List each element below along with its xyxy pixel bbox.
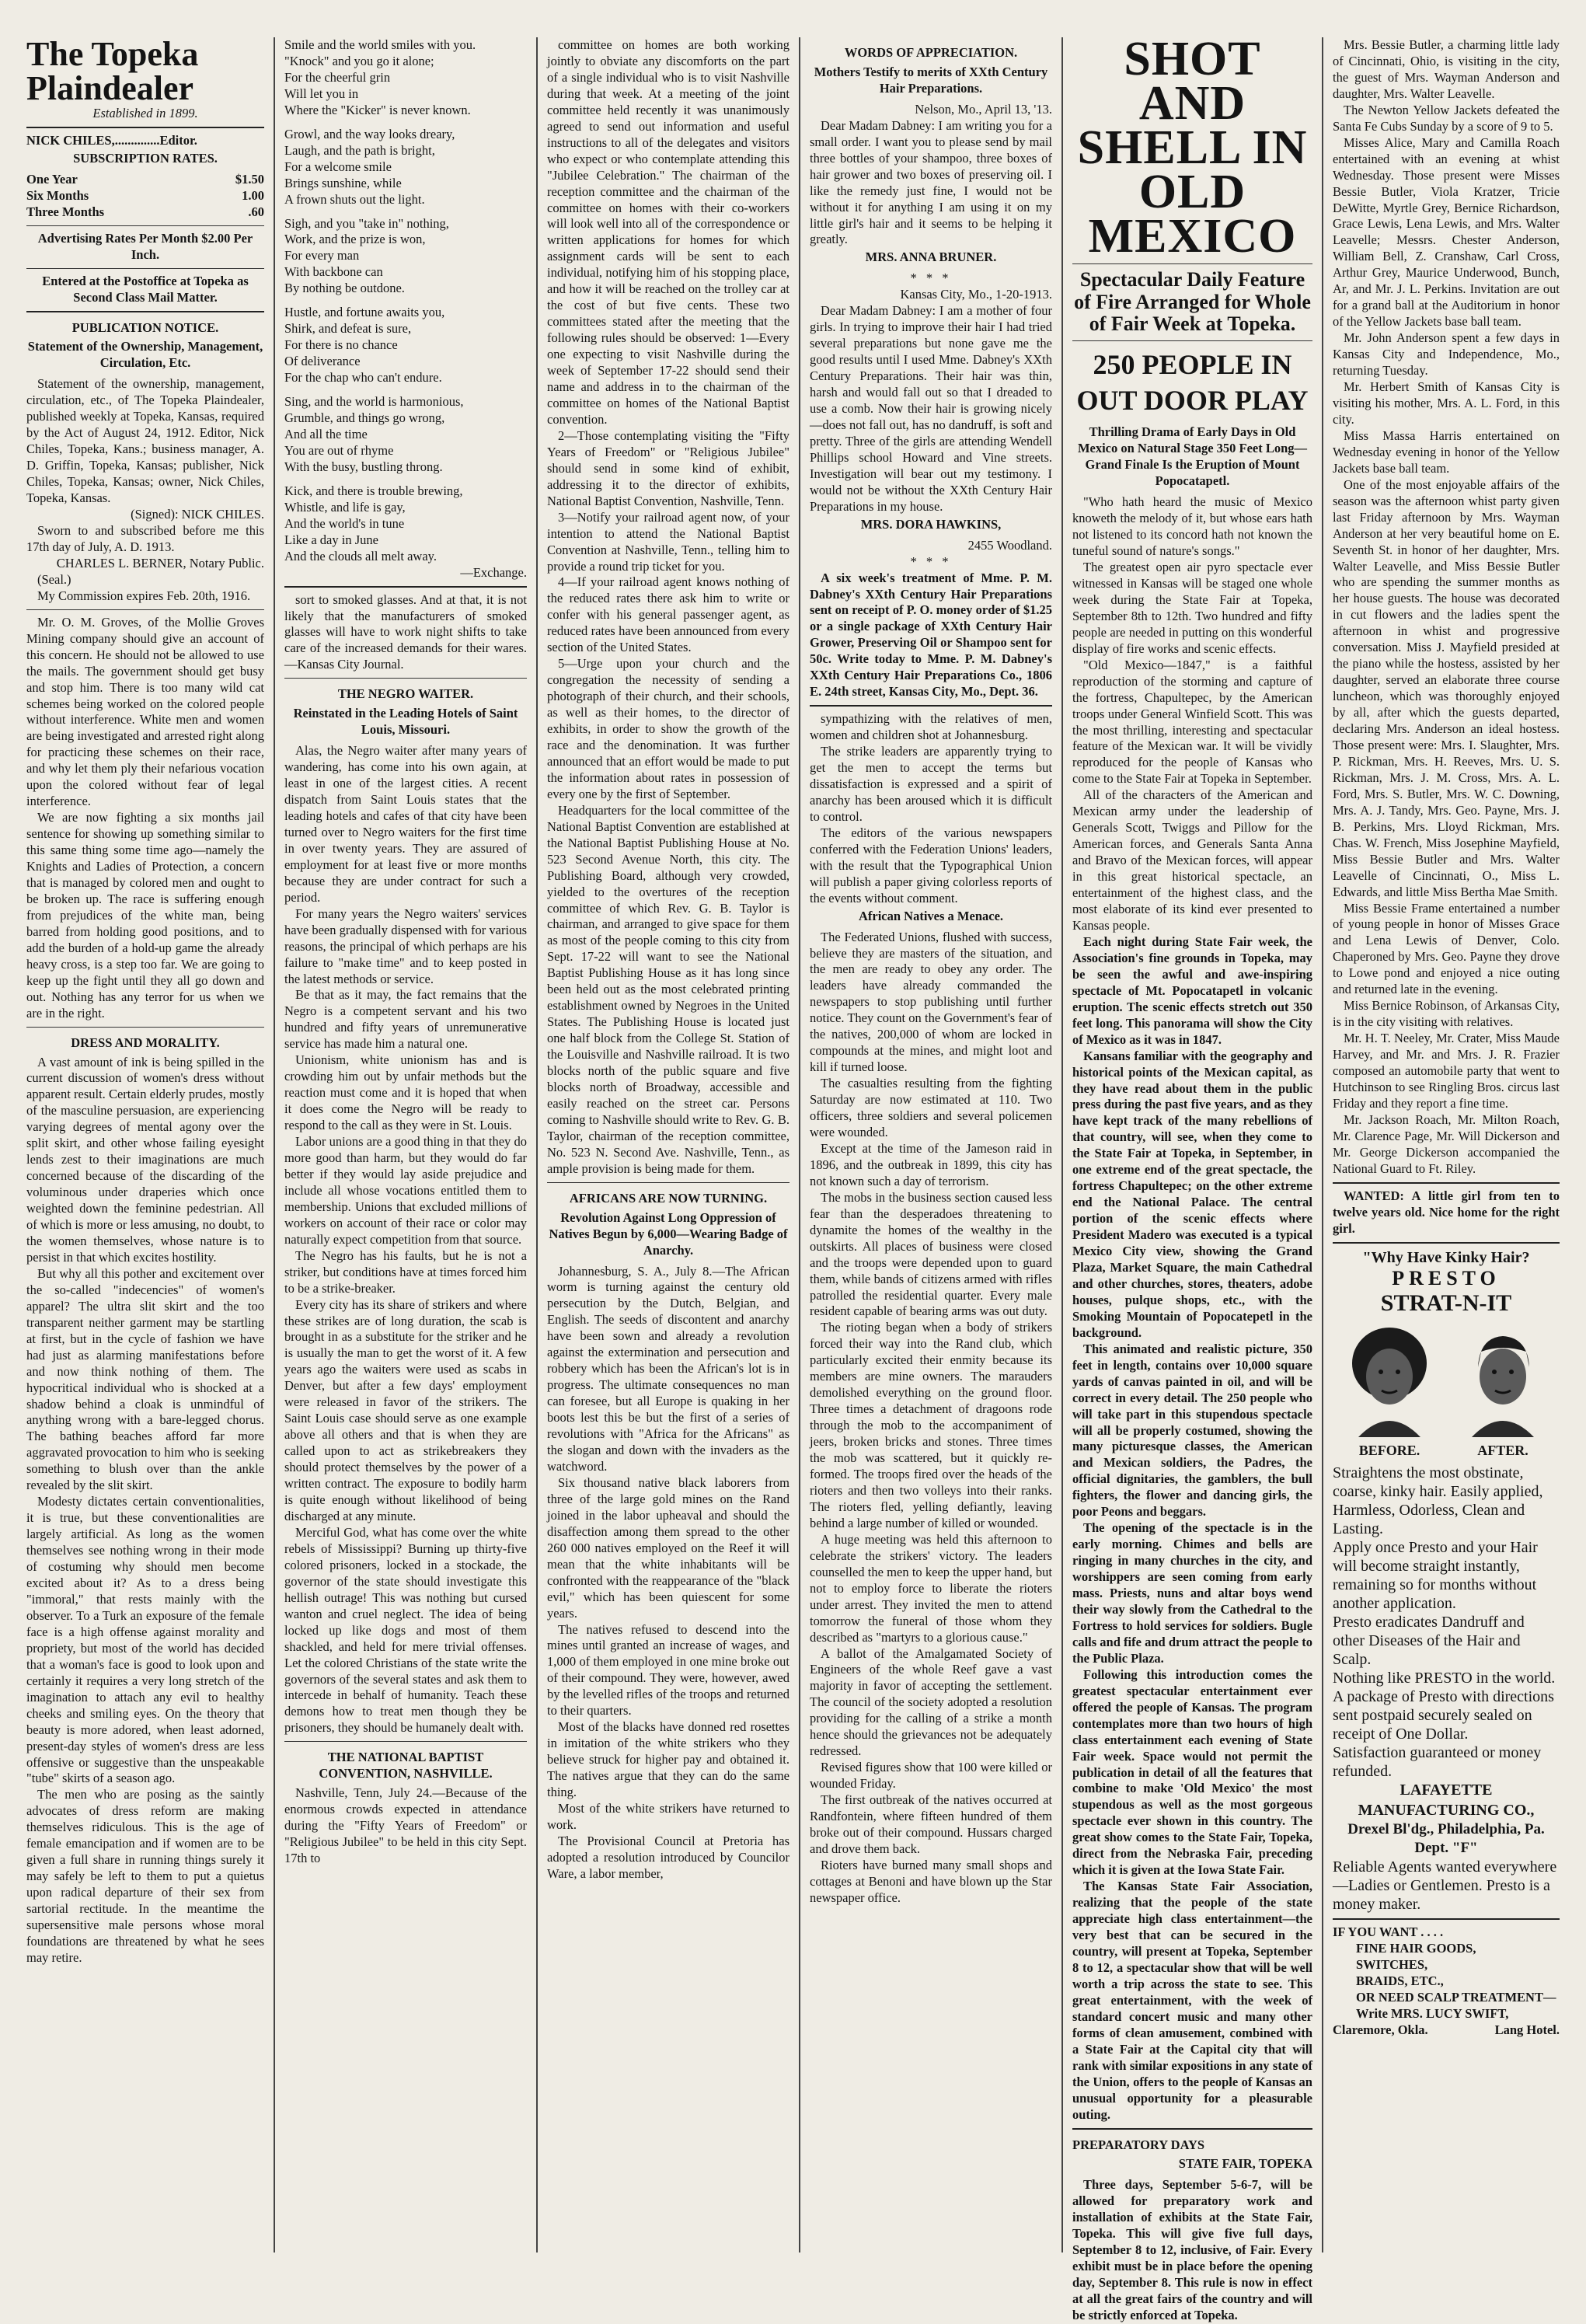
social-item: Mr. Jackson Roach, Mr. Milton Roach, Mr. Clarence Page, Mr. Will Dickerson and Mr. George Dickerson accompanied the National Guard to Ft. Riley.	[1333, 1111, 1560, 1176]
divider	[547, 1182, 790, 1183]
article-paragraph: For many years the Negro waiters' services have been gradually dispensed with for various reasons, the principal of which perhaps are his failure to "make time" and to keep posted in the latest methods or service.	[284, 906, 527, 986]
subscription-title: SUBSCRIPTION RATES.	[73, 150, 218, 166]
poem-line: Where the "Kicker" is never known.	[284, 102, 471, 117]
ad-paragraph: Presto eradicates Dandruff and other Diseases of the Hair and Scalp.	[1333, 1614, 1525, 1669]
rate-row: Six Months 1.00	[26, 187, 264, 203]
article-paragraph: Dear Madam Dabney: I am writing you for a small order. I want you to please send by mail three bottles of your shampoo, three boxes of hair grower and two boxes of preserving oil. I like the remedy just fine, I would not be without it for anything I am using it on my little girl's hair and it seems to be helping it greatly.	[810, 117, 1052, 247]
poem-line: For there is no chance	[284, 337, 398, 353]
article-paragraph: The greatest open air pyro spectacle ever witnessed in Kansas will be staged one whole week during the State Fair at Topeka, September 8th to 12th. Two hundred and fifty people are needed in putting on this wonderful display of fire works and scenic effects.	[1072, 560, 1312, 656]
social-item: Mrs. Bessie Butler, a charming little lady of Cincinnati, Ohio, is visiting in the city, the guest of Mrs. Wayman Anderson and daughter, Mrs. Walter Leavelle.	[1333, 37, 1560, 101]
article-paragraph: The Federated Unions, flushed with success, believe they are masters of the situation, and the men are ready to obey any order. The leaders have already commanded the newspapers to stop publishing until further notice. They count on the Government's fear of the natives, 200,000 of whom are locked in compounds at the mines, and might loot and kill if turned loose.	[810, 929, 1052, 1075]
social-item: The Newton Yellow Jackets defeated the Santa Fe Cubs Sunday by a score of 9 to 5.	[1333, 102, 1560, 134]
poem-line: Brings sunshine, while	[284, 175, 402, 190]
article-paragraph: A ballot of the Amalgamated Society of Engineers of the whole Reef gave a vast majority in favor of accepting the settlement. The council of the society adopted a resolution providing for the calling of a strike a month hence should the grievances not be adequately redressed.	[810, 1645, 1052, 1759]
divider	[1333, 1918, 1560, 1920]
hair-goods-line: IF YOU WANT . . . .	[1333, 1924, 1444, 1940]
article-paragraph: The strike leaders are apparently trying to get the men to accept the terms but dissatisfaction is expressed and a spirit of anarchy has been aroused which it is difficult to control.	[810, 744, 1052, 824]
article-paragraph: Headquarters for the local committee of the National Baptist Convention are established at the National Baptist Publishing House at No. 523 Second Avenue North, this city. The Publishing Board, although very crowded, yielded to the overtures of the reception committee of which Rev. G. B. Taylor is chairman, and arranged to give space for them as most of the people coming to this city from Sept. 17-22 will want to see the National Baptist Publishing House as it has long since been held out as the most celebrated printing establishment owned by Negroes in the United States. The Publishing House is located just one half block from the College St. Station of the Louisville and Nashville railroad. It is two blocks north of the public square and five blocks north of Broadway, accessible and easily reached on the street car. Persons coming to Nashville should write to Rev. G. B. Taylor, chairman of the reception committee, No. 523 N. Second Ave. Nashville, Tenn., as ample provision is being made for them.	[547, 802, 790, 1176]
columns	[17, 33, 1569, 2323]
poem-line: Growl, and the way looks dreary,	[284, 126, 455, 141]
column-5	[1061, 33, 1322, 2323]
dateline: Kansas City, Mo., 1-20-1913.	[900, 287, 1052, 302]
poem-line	[284, 297, 527, 305]
poem-line: Kick, and there is trouble brewing,	[284, 483, 463, 498]
article-paragraph: Merciful God, what has come over the white rebels of Mississippi? Burning up thirty-five colored prisoners, locked in a stockade, the governor of the state should investigate this hellish outrage! This was nothing but cursed wanton and cruel neglect. The idea of being locked up like dogs and most of them shackled, and held for mere trivial offenses. Let the colored Christians of the state write the governors of the several states and ask them to intercede in behalf of humanity. Teach these demons how to treat men though they be prisoners, they should be humanely dealt with.	[284, 1524, 527, 1736]
hair-goods-advertisement	[1333, 1924, 1560, 2039]
hair-goods-lines	[1333, 1924, 1560, 2022]
article-paragraph: The natives refused to descend into the mines until granted an increase of wages, and 1,000 of them employed in one mine broke out of their compound. They were, however, awed by the levelled rifles of the troops and returned to their quarters.	[547, 1621, 790, 1719]
poem-line: Work, and the prize is won,	[284, 232, 426, 247]
article-paragraph: Labor unions are a good thing in that they do more good than harm, but they would do far better if they would lay aside prejudice and include all whose vocations entitled them to membership. Unions that excluded millions of workers on account of their race or color may naturally expect competition from that source.	[284, 1134, 527, 1247]
article-paragraph: Mr. O. M. Groves, of the Mollie Groves Mining company should give an account of this concern. He should not be allowed to use the mails. The government should get busy and stop him. There is too many wild cat schemes being worked on the colored people without interference. White men and women are being investigated and arrested right along for practicing these schemes on their race, and why let them ply their nefarious vocation upon the colored without fear of legal interference.	[26, 614, 264, 809]
poem-line: You are out of rhyme	[284, 442, 394, 458]
hair-goods-line: Write MRS. LUCY SWIFT,	[1356, 2006, 1509, 2022]
article-paragraph: Revised figures show that 100 were killed or wounded Friday.	[810, 1760, 1052, 1792]
article-paragraph: "Old Mexico—1847," is a faithful reproduction of the storming and capture of the fortress, Chapultepec, by the American troops under General Winfield Scott. This was the most thrilling, interesting and spectacular feature of the Mexican war. It will be vividly reproduced for the people of Kansas who come to the State Fair at Topeka in September.	[1072, 657, 1312, 787]
poem-line: Shirk, and defeat is sure,	[284, 321, 412, 337]
headline-shot-and-shell: SHOT AND SHELL IN OLD MEXICO	[1077, 33, 1308, 263]
wanted-ad: WANTED: A little girl from ten to twelve years old. Nice home for the right girl.	[1333, 1188, 1560, 1236]
headline-deck: Spectacular Daily Feature of Fire Arranged for Whole of Fair Week at Topeka.	[1074, 268, 1311, 336]
divider	[284, 678, 527, 679]
article-paragraph: A huge meeting was held this afternoon to celebrate the strikers' victory. The leaders counselled the men to keep the upper hand, but not to employ force to liberate the rioters under arrest. They invited the men to attend tomorrow the funeral of those whom they described as "martyrs to a glorious cause."	[810, 1531, 1052, 1645]
column-2	[274, 37, 536, 2252]
article-paragraph: 5—Urge upon your church and the congregation the necessity of sending a photograph of their church, and their schools, as well as their homes, to the director of exhibits, in order to show the growth of the race and the denomination. It was further announced that an effort would be made to put the information about rates in possession of every one by the first of September.	[547, 656, 790, 801]
after-figure	[1456, 1321, 1549, 1460]
divider	[26, 1027, 264, 1028]
divider	[26, 609, 264, 610]
ad-company: LAFAYETTE MANUFACTURING CO.,	[1358, 1781, 1535, 1819]
divider	[26, 127, 264, 128]
testimonial-address: 2455 Woodland.	[967, 537, 1052, 553]
poem-line	[284, 386, 527, 394]
social-item: Miss Bessie Frame entertained a number of young people in honor of Misses Grace and Lena Lewis of Denver, Colo. Chaperoned by Mrs. Geo. Payne they drove to Lowe pond and enjoyed a nice outing and returned late in the evening.	[1333, 900, 1560, 997]
article-paragraph: Be that as it may, the fact remains that the Negro is a competent servant and his two hundred and fifty years of unremunerative service has made him a natural one.	[284, 987, 527, 1052]
hair-goods-line: SWITCHES,	[1356, 1957, 1428, 1973]
article-paragraph: sort to smoked glasses. And at that, it is not likely that the manufacturers of smoked glasses will have to work night shifts to take care of the increased demands for their wares.—Kansas City Journal.	[284, 591, 527, 672]
poem-line: And the clouds all melt away.	[284, 548, 437, 564]
article-paragraph: sympathizing with the relatives of men, women and children shot at Johannesburg.	[810, 711, 1052, 743]
divider	[26, 311, 264, 312]
headline-publication-notice: PUBLICATION NOTICE.	[71, 319, 219, 335]
headline-deck-250-people: 250 PEOPLE IN OUT DOOR PLAY	[1076, 348, 1309, 416]
poem-line: Of deliverance	[284, 354, 361, 369]
article-paragraph: committee on homes are both working jointly to obviate any discomforts on the part of a single individual who is to visit Nashville during that week. At a meeting of the joint committee held recently it was unanimously agreed to send out information and useful instructions to all of the delegates and visitors who expect or who contemplate attending this "Jubilee Celebration." The chairman of the reception committee and the chairman of the committee on homes with their co-workers will look well into all of the correspondence or written applications for homes for which assignment cards will be sent to each individual, notifying him of his stopping place, and how it will be reached on the trolley car at the cost of but five cents. These two committees stated after the meeting that the following rules should be observed: 1—Every one expecting to visit Nashville during the week of September 17-22 should send their name and address in to the chairman of the committee on homes of the National Baptist convention.	[547, 37, 790, 427]
poem-line: Like a day in June	[284, 532, 378, 547]
social-item: Mr. H. T. Neeley, Mr. Crater, Miss Maude Harvey, and Mr. and Mrs. J. R. Frazier composed an automobile party that went to Hutchinson to see Ringling Bros. circus last Friday and they report a fine time.	[1333, 1031, 1560, 1111]
subhead: STATE FAIR, TOPEKA	[1178, 2156, 1312, 2172]
advertising-rates: Advertising Rates Per Month $2.00 Per Inch.	[37, 230, 253, 262]
divider	[1072, 2128, 1312, 2130]
column-3	[536, 37, 799, 2252]
poem-line: With backbone can	[284, 264, 383, 280]
article-paragraph: Kansans familiar with the geography and historical points of the Mexican capital, as they have read about them in the public press during the past five years, and as they have kept track of the many rebellions of that country, will see, when they come to the State Fair at Topeka, in September, in one extreme end of the great spectacle, the fortress Chapultepec; on the other extreme end the National Palace. The central portion of the scenic effects where President Madero was executed is a typical Mexico City view, showing the Grand Plaza, Market Square, the main Cathedral and other churches, stores, theaters, adobe houses, pulque shops, etc., with the Smoking Mountain of Popocatepetl in the background.	[1072, 1048, 1312, 1340]
poem-line	[284, 208, 527, 216]
divider	[1333, 1242, 1560, 1244]
article-paragraph: 2—Those contemplating visiting the "Fifty Years of Freedom" or "Religious Jubilee" should send in some kind of exhibit, addressing it to the director of exhibits, National Baptist Convention, Nashville, Tenn.	[547, 427, 790, 508]
article-paragraph: Six thousand native black laborers from three of the large gold mines on the Rand joined in the labor upheaval and should the disaffection among them spread to the other 260 000 natives employed on the Reef it will mean that the white inhabitants will be confronted with the reappearance of the "black evil," which has been quiescent for some years.	[547, 1474, 790, 1621]
article-paragraph: The Provisional Council at Pretoria has adopted a resolution introduced by Councilor Ware, a labor member,	[547, 1833, 790, 1881]
hair-goods-line: FINE HAIR GOODS,	[1356, 1941, 1476, 1956]
seal-label: (Seal.)	[37, 571, 71, 587]
subhead: Thrilling Drama of Early Days in Old Mexico on Natural Stage 350 Feet Long—Grand Finale Is the Eruption of Mount Popocatapetl.	[1077, 424, 1308, 489]
article-paragraph: The first outbreak of the natives occurred at Randfontein, where fifteen hundred of them broke out of their compound. Hussars charged and drove them back.	[810, 1792, 1052, 1856]
headline-appreciation: WORDS OF APPRECIATION.	[844, 45, 1018, 60]
article-paragraph: Statement of the ownership, management, circulation, etc., of The Topeka Plaindealer, published weekly at Topeka, Kansas, required by the Act of August 24, 1912. Editor, Nick Chiles, Topeka, Kans.; business manager, A. D. Griffin, Topeka, Kansas; publisher, Nick Chiles, Topeka, Kansas; owner, Nick Chiles, Topeka, Kansas.	[26, 376, 264, 506]
article-paragraph: Most of the white strikers have returned to work.	[547, 1800, 790, 1832]
poem-line: With the busy, bustling throng.	[284, 459, 443, 474]
testimonial-signature: MRS. DORA HAWKINS,	[860, 516, 1002, 532]
poem-line: Sing, and the world is harmonious,	[284, 394, 464, 410]
entered-notice: Entered at the Postoffice at Topeka as Second Class Mail Matter.	[42, 273, 249, 305]
presto-advertisement	[1333, 1248, 1560, 1914]
headline-baptist-convention: THE NATIONAL BAPTIST CONVENTION, NASHVILLE.	[319, 1750, 493, 1781]
article-paragraph: The Negro has his faults, but he is not a striker, but conditions have at times forced him to be a strike-breaker.	[284, 1247, 527, 1296]
poem-credit: —Exchange.	[460, 564, 527, 580]
before-figure	[1343, 1321, 1436, 1460]
divider	[1072, 340, 1312, 341]
poem-line: And all the time	[284, 426, 368, 441]
poem-line: "Knock" and you go it alone;	[284, 53, 434, 68]
ad-paragraph: Apply once Presto and your Hair will become straight instantly, remaining so for months without another application.	[1333, 1539, 1538, 1613]
straight-hair-portrait-icon	[1456, 1321, 1549, 1437]
ad-paragraph: Straightens the most obstinate, coarse, kinky hair. Easily applied, Harmless, Odorless, Clean and Lasting.	[1333, 1464, 1543, 1538]
poem-line: Sigh, and you "take in" nothing,	[284, 215, 449, 231]
poem-line: For the cheerful grin	[284, 69, 391, 85]
headline-preparatory-days: PREPARATORY DAYS	[1072, 2137, 1205, 2152]
masthead-established: Established in 1899.	[92, 106, 198, 120]
separator-dots: * * *	[910, 553, 952, 569]
column-4	[799, 37, 1061, 2252]
signature: (Signed): NICK CHILES.	[131, 507, 264, 522]
article-paragraph: Every city has its share of strikers and where these strikes are of long duration, the scab is brought in as a substitute for the striker and he is usually the man to get the worst of it. A few years ago the waiters were used as scabs in Denver, but after a few days' employment were released in favor of the strikers. The Saint Louis case should serve as one example above all others and that is when they are called upon to act as strikebreakers they should protect themselves by the power of a written contract. The exposure to bodily harm is quite enough without likelihood of being discharged at any minute.	[284, 1296, 527, 1523]
subhead: Mothers Testify to merits of XXth Century Hair Preparations.	[814, 64, 1048, 96]
hair-goods-location: Claremore, Okla. Lang Hotel.	[1333, 2022, 1560, 2038]
social-item: Mr. John Anderson spent a few days in Kansas City and Independence, Mo., returning Tuesday.	[1333, 330, 1560, 379]
article-paragraph: A vast amount of ink is being spilled in the current discussion of women's dress without apparent result. Certain elderly prudes, mostly of the masculine persuasion, are experiencing varying degrees of mental agony over the split skirt, and other whose failing eyesight lends zest to their imaginations are much concerned because of the discarding of the voluminous under draperies which once weighted down the feminine pedestrian. All of which is more or less amusing, no doubt, to the women themselves, whose nature is to persist in that which excites hostility.	[26, 1054, 264, 1265]
subhead: Statement of the Ownership, Management, Circulation, Etc.	[27, 339, 263, 371]
ad-address: Drexel Bl'dg., Philadelphia, Pa. Dept. "F"	[1347, 1821, 1545, 1857]
poem-line: A frown shuts out the light.	[284, 191, 425, 207]
poem-line: Whistle, and life is gay,	[284, 499, 406, 515]
article-paragraph: The mobs in the business section caused less fear than the desperadoes threatening to dynamite the homes of the wealthy in the outskirts. All places of business were closed and the troops were depended upon to guard them, while bands of citizens armed with rifles patrolled the residential quarter. Every male resident capable of bearing arms was out duty.	[810, 1189, 1052, 1319]
article-paragraph: Nashville, Tenn, July 24.—Because of the enormous crowds expected in attendance during the "Fifty Years of Freedom" or "Religious Jubilee" to be held in this city Sept. 17th to	[284, 1785, 527, 1866]
before-after-illustration	[1333, 1321, 1560, 1460]
divider	[26, 225, 264, 226]
ad-question: "Why Have Kinky Hair?	[1362, 1248, 1530, 1266]
social-item: One of the most enjoyable affairs of the season was the afternoon whist party given last Friday afternoon by Mrs. Wayman Anderson at her very beautiful home on E. Seventh St. in honor of her daughter, Mrs. Walter Leavelle, and Miss Bessie Butler who are spending the summer months as her house guests. The house was decorated in cut flowers and the ladies spent the afternoon in whist and progressive conversation. Miss J. Mayfield presided at the piano while the hostess, assisted by her daughter, served an elaborate three course luncheon, which was thoroughly enjoyed by all, after which the guests departed, declaring Mrs. Anderson an ideal hostess. Those present were: Mrs. I. Slaughter, Mrs. P. Rickman, Mrs. H. Reeves, Mrs. U. S. Rickman, Mrs. J. M. Cross, Mrs. A. L. Ford, Mrs. S. Butler, Mrs. W. C. Downing, Mrs. A. J. Tandy, Mrs. Geo. Payne, Mrs. J. B. Perkins, Mrs. Lloyd Rickman, Mrs. Chas. W. French, Miss Josephine Mayfield, Miss Bessie Butler and Mrs. Walter Leavelle of Cincinnati, O., Miss L. Edwards, and little Miss Bertha Mae Smith.	[1333, 476, 1560, 899]
ad-paragraph: Satisfaction guaranteed or money refunded.	[1333, 1744, 1542, 1781]
rate-row: One Year $1.50	[26, 171, 264, 187]
poem-line: And the world's in tune	[284, 515, 405, 531]
subhead: Revolution Against Long Oppression of Natives Begun by 6,000—Wearing Badge of Anarchy.	[549, 1209, 788, 1258]
headline-dress-morality: DRESS AND MORALITY.	[71, 1035, 220, 1050]
kinky-hair-portrait-icon	[1343, 1321, 1436, 1437]
poem-line	[284, 476, 527, 483]
hair-goods-line: BRAIDS, ETC.,	[1356, 1973, 1444, 1989]
social-item: Mr. Herbert Smith of Kansas City is visiting his mother, Mrs. A. L. Ford, in this city.	[1333, 379, 1560, 427]
after-label: AFTER.	[1477, 1442, 1528, 1458]
article-paragraph: The Kansas State Fair Association, realizing that the people of the state appreciate high class entertainment—the very best that can be secured in the country, will present at Topeka, September 8 to 12, a spectacular show that will be well worth a trip across the state to see. This great entertainment, with the week of standard concert music and many other forms of clean amusement, combined with a State Fair at the Capital city that will rank with similar expositions in any state of the Union, offers to the people of Kansas an unusual opportunity for a pleasurable outing.	[1072, 1879, 1312, 2122]
subhead: Reinstated in the Leading Hotels of Saint Louis, Missouri.	[293, 706, 518, 738]
article-paragraph: Modesty dictates certain conventionalities, it is true, but these conventionalities are largely artificial. As long as the women themselves see nothing wrong in their mode of costuming why should men become excited about it? As to a dress being "immoral," that rests mainly with the observer. To a Turk an exposure of the female face is a high offense against morality and propriety, but most of the world has decided that a woman's face is good to look upon and certainly it requires a very long stretch of the imagination to attach any evil to healthy cheeks and smiling eyes. On the theory that beauty is more adored, when least adorned, present-day styles of women's dress are less offensive or suggestive than the unspeakable "tube" skirts of a season ago.	[26, 1494, 264, 1786]
headline-africans-turning: AFRICANS ARE NOW TURNING.	[569, 1190, 768, 1206]
article-paragraph: Unionism, white unionism has and is crowding him out by unfair methods but the reaction must come and it is hoped that when it does come the Negro will be ready to respond to the call as they were in St. Louis.	[284, 1052, 527, 1133]
separator-dots: * * *	[910, 270, 952, 286]
divider	[284, 586, 527, 588]
article-paragraph: The editors of the various newspapers conferred with the Federation Unions' leaders, with the result that the Typographical Union will publish a paper giving colorless reports of the events without comment.	[810, 825, 1052, 906]
article-paragraph: Rioters have burned many small shops and cottages at Benoni and have blown up the Star newspaper office.	[810, 1857, 1052, 1905]
poem-line: By nothing be outdone.	[284, 281, 405, 296]
article-paragraph: The men who are posing as the saintly advocates of dress reform are making themselves ridiculous. This is the age of female emancipation and if women are to be given a full share in running things surely it may safely be left to them to put a quietus upon radical departure of their sex from sartorial rectitude. In the meantime the supersensitive male persons whose moral foundations are threatened by what he sees may retire.	[26, 1787, 264, 1965]
article-paragraph: "Who hath heard the music of Mexico knoweth the melody of it, but whose ears hath not listened to its concord hath not known the tuneful sound of nature's songs."	[1072, 494, 1312, 559]
subhead: African Natives a Menace.	[858, 908, 1004, 923]
poem-line: For a welcome smile	[284, 159, 392, 174]
column-6	[1322, 37, 1569, 2252]
poem-line: For the chap who can't endure.	[284, 370, 442, 386]
ad-paragraph: Nothing like PRESTO in the world. A package of Presto with directions sent postpaid securely sealed on receipt of One Dollar.	[1333, 1670, 1556, 1743]
article-paragraph: The rioting began when a body of strikers forced their way into the Rand club, which particularly excited their enmity because its members are mine owners. The marauders demolished everything on the ground floor. Three times a detachment of dragoons rode through the mob to the accompaniment of jeers, broken bricks and stones. Three times the mob was scattered, but it quickly re-formed. The troops fired over the heads of the rioters and then two volleys into their ranks. The rioters fled, yelling defiantly, leaving behind a large number of killed or wounded.	[810, 1320, 1052, 1530]
article-paragraph: But why all this pother and excitement over the so-called "indecencies" of women's apparel? The ultra slit skirt and the too transparent neither garment may be startling at first, but in the cycle of fashion we have had just as alarming manifestations before and now think nothing of them. The hypocritical individual who is shocked at a shadow behind a cloak is unmindful of anything wrong with a bare-legged chorus. The bathing beaches afford far more aggravated provocation to him who is seeking something to blush over than the ankle revealed by the slit skirt.	[26, 1265, 264, 1493]
testimonial-signature: MRS. ANNA BRUNER.	[865, 249, 997, 265]
divider	[810, 705, 1052, 707]
article-paragraph: Johannesburg, S. A., July 8.—The African worm is turning against the century old persecution by the Dutch, Belgian, and English. The seeds of discontent and anarchy have been sown and already a revolution against the extermination and persecution and robbery which has been the African's lot is in progress. The ultimate consequences no man can foresee, but all Europe is quaking in her boots lest this be but the first of a series of revolutions with "Africa for the Africans" as the slogan and down with the invaders as the watchword.	[547, 1263, 790, 1474]
article-paragraph: Three days, September 5-6-7, will be allowed for preparatory work and installation of exhibits at the State Fair, Topeka. This will give five full days, September 8 to 12, inclusive, of Fair. Every exhibit must be in place before the opening day, September 8. This rule is now in effect at all the great fairs of the country and will be strictly enforced at Topeka.	[1072, 2177, 1312, 2323]
poem-line: For every man	[284, 248, 360, 263]
article-paragraph: The casualties resulting from the fighting Saturday are now estimated at 110. Two officers, three soldiers and several policemen were wounded.	[810, 1076, 1052, 1139]
divider	[26, 268, 264, 269]
article-paragraph: Sworn to and subscribed before me this 17th day of July, A. D. 1913.	[26, 522, 264, 554]
social-item: Misses Alice, Mary and Camilla Roach entertained with an evening at whist Wednesday. Those present were Misses Bessie Butler, Viola Kratzer, Tricie DeWitte, Myrtle Grey, Bernice Richardson, Grace Lewis, Lena Lewis, and Mrs. Walter Leavelle; Messrs. Chester Anderson, William Bell, Z. Cranshaw, Carl Cross, Arthur Grey, Maurice Underwood, Bunch, Ar, and Mr. J. L. Perkins. Invitation are out for a grand ball at the Auditorium in honor of the Yellow Jackets base ball team.	[1333, 134, 1560, 330]
poem-line: Hustle, and fortune awaits you,	[284, 305, 445, 320]
ad-brand-stratnit: STRAT-N-IT	[1380, 1289, 1512, 1316]
dateline: Nelson, Mo., April 13, '13.	[915, 101, 1052, 117]
ad-brand-presto: PRESTO	[1392, 1266, 1501, 1289]
article-paragraph: My Commission expires Feb. 20th, 1916.	[37, 588, 251, 603]
article-paragraph: The opening of the spectacle is in the early morning. Chimes and bells are ringing in many churches in the city, and worshippers are seen coming from early mass. Priests, nuns and altar boys wend their way slowly from the Cathedral to the Fortress to hold services for soldiers. Bugle calls and fife and drum attract the people to the Public Plaza.	[1072, 1520, 1312, 1666]
article-paragraph: This animated and realistic picture, 350 feet in length, contains over 10,000 square yards of canvas painted in oil, and will be correct in every detail. The 250 people who will take part in this stupendous spectacle will all be properly costumed, showing the many picturesque classes, the American and Mexican soldiers, the Padres, the official dignitaries, the gamblers, the bull fighters, the flower and dancing girls, the poor Peons and beggars.	[1072, 1341, 1312, 1520]
article-paragraph: Alas, the Negro waiter after many years of wandering, has come into his own again, at least in one of the largest cities. A recent dispatch from Saint Louis states that the leading hotels and cafes of that city have been turned over to Negro waiters for the first time in over twenty years. They are assured of employment for at least five or more months because they are under contract for such a period.	[284, 743, 527, 905]
poem-line: Will let you in	[284, 85, 359, 101]
headline-negro-waiter: THE NEGRO WAITER.	[337, 686, 474, 702]
article-paragraph: Each night during State Fair week, the Association's fine grounds in Topeka, may be seen the awful and awe-inspiring spectacle of Mt. Popocatapetl in volcanic eruption. The scenic effects stretch out 350 feet long. This panorama will show the City of Mexico as it was in 1847.	[1072, 933, 1312, 1047]
social-item: Miss Massa Harris entertained on Wednesday evening in honor of the Yellow Jackets base ball team.	[1333, 427, 1560, 476]
divider	[1072, 263, 1312, 264]
poem	[284, 37, 527, 565]
article-paragraph: Following this introduction comes the greatest spectacular entertainment ever offered the people of Kansas. The program contemplates more than two hours of high class entertainment each evening of State Fair week. Space would not permit the publication in detail of all the features that combine to make 'Old Mexico' the most stupendous as well as the most gorgeous spectacle ever shown in this country. The great show comes to the State Fair, Topeka, direct from the Nebraska Fair, preceding which it is given at the Iowa State Fair.	[1072, 1666, 1312, 1878]
signature: CHARLES L. BERNER, Notary Public.	[56, 555, 264, 571]
rate-row: Three Months .60	[26, 204, 264, 219]
before-label: BEFORE.	[1358, 1442, 1420, 1458]
poem-line	[284, 119, 527, 127]
hair-goods-line: OR NEED SCALP TREATMENT—	[1356, 1990, 1556, 2005]
poem-line: Laugh, and the path is bright,	[284, 142, 435, 158]
column-1	[17, 37, 274, 2252]
editor-line: NICK CHILES,..............Editor.	[26, 132, 197, 148]
poem-line: Grumble, and things go wrong,	[284, 410, 445, 426]
ad-paragraph: Reliable Agents wanted everywhere—Ladies or Gentlemen. Presto is a money maker.	[1333, 1858, 1557, 1914]
masthead-title: The Topeka Plaindealer	[26, 35, 199, 107]
article-paragraph: All of the characters of the American and Mexican army under the leadership of Generals Scott, Twiggs and Pillow for the American forces, and Generals Santa Anna and Bravo of the Mexican forces, will appear in this great historical spectacle, an entertainment of the highest class, and the most elaborate of its kind ever presented to Kansas people.	[1072, 787, 1312, 933]
article-paragraph: 4—If your railroad agent knows nothing of the reduced rates there ask him to write or confer with his general passenger agent, as reduced rates have been announced from every section of the United States.	[547, 574, 790, 655]
article-paragraph: A six week's treatment of Mme. P. M. Dabney's XXth Century Hair Preparations sent on receipt of P. O. money order of $1.25 or a single package of XXth Century Hair Grower, Preserving Oil or Shampoo sent for 50c. Write today to Mme. P. M. Dabney's XXth Century Hair Preparations Co., 1806 E. 24th street, Kansas City, Mo., Dept. 36.	[810, 570, 1052, 700]
divider	[284, 1741, 527, 1742]
article-paragraph: 3—Notify your railroad agent now, of your intention to attend the National Baptist Convention at Nashville, Tenn., telling him to provide a round trip ticket for you.	[547, 509, 790, 574]
article-paragraph: Most of the blacks have donned red rosettes in imitation of the white strikers who they believe struck for higher pay and obtained it. The natives argue that they can do the same thing.	[547, 1719, 790, 1800]
poem-line: Smile and the world smiles with you.	[284, 37, 476, 52]
divider	[1333, 1182, 1560, 1184]
article-paragraph: We are now fighting a six months jail sentence for showing up something similar to this same thing some time ago—namely the Knights and Ladies of Protection, a concern that is managed by colored men and ought to be broken up. The race is suffering enough from prejudices of the white man, being barred from holding good positions, and to add the burden of a hold-up game the already heavy cross, is a step too far. We are going to keep up the fight until they all go down and out. Nothing has any terror for us when we are in the right.	[26, 810, 264, 1021]
article-paragraph: Except at the time of the Jameson raid in 1896, and the outbreak in 1899, this city has not known such a day of terrorism.	[810, 1140, 1052, 1188]
social-item: Miss Bernice Robinson, of Arkansas City, is in the city visiting with relatives.	[1333, 998, 1560, 1030]
article-paragraph: Dear Madam Dabney: I am a mother of four girls. In trying to improve their hair I had tried several preparations but none gave me the good results until I used Mme. Dabney's XXth Century Preparations. Their hair was thin, harsh and would fall out so that I dreaded to use a comb. Now their hair is growing nicely—does not fall out, has no dandruff, is soft and pretty. Three of the girls are attending Wendell Phillips school Howard and Vine streets. Investigation will bear out my testimony. I would not be without the XXth Century Hair Preparations in my house.	[810, 303, 1052, 514]
